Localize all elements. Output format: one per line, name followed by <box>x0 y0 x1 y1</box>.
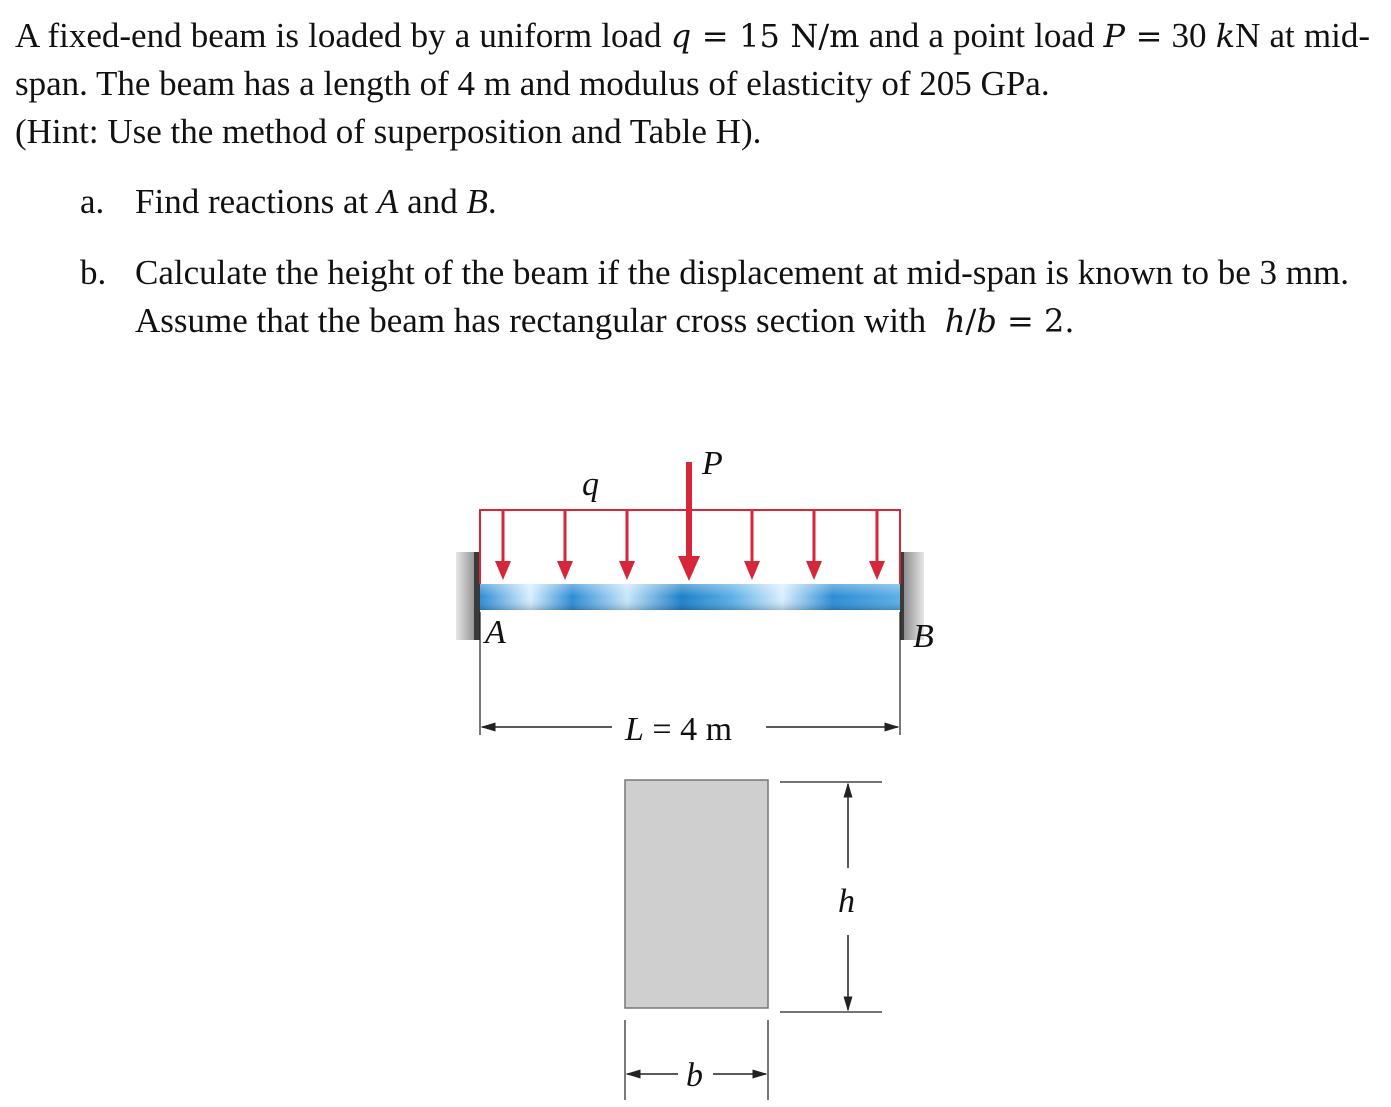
question-a-text-1: Find reactions at <box>135 182 378 221</box>
width-label: b <box>686 1057 703 1094</box>
p-unit-prefix: k <box>1215 17 1236 55</box>
question-a-text-2: and <box>398 182 467 221</box>
q-value: = 15 N/m <box>691 17 860 55</box>
support-a-label: A <box>485 614 506 651</box>
load-arrow <box>495 510 511 580</box>
q-symbol: q <box>670 17 692 55</box>
load-arrow <box>744 510 760 580</box>
height-label: h <box>838 883 855 920</box>
question-a-marker: a. <box>80 182 105 221</box>
beam <box>480 584 900 610</box>
load-arrow <box>806 510 822 580</box>
p-value: 30 <box>1171 16 1216 55</box>
support-a-wall <box>456 552 480 640</box>
ratio-slash: / <box>965 302 977 340</box>
length-label: L = 4 m <box>625 711 733 748</box>
ratio-h: h <box>944 302 966 340</box>
p-unit: N <box>1235 16 1261 55</box>
question-a-support-b: B <box>466 182 488 221</box>
point-load-arrow <box>678 462 700 581</box>
load-arrow <box>869 510 885 580</box>
ratio-value: = 2. <box>996 302 1075 340</box>
question-b-marker: b. <box>80 253 107 292</box>
p-equals: = <box>1125 17 1163 55</box>
load-arrow <box>619 510 635 580</box>
p-symbol: P <box>1103 17 1126 55</box>
intro-text-1: A fixed-end beam is loaded by a uniform load <box>15 16 671 55</box>
problem-hint: (Hint: Use the method of superposition and Table H). <box>15 112 762 151</box>
load-arrow <box>557 510 573 580</box>
intro-text-3: at mid-span. The beam has a length of 4 m and modulus of elasticity of 205 GPa. <box>15 16 1371 103</box>
question-b-text: Calculate the height of the beam if the displacement at mid-span is known to be 3 mm. Assume that the beam has rectangular cross section with <box>135 253 1349 340</box>
height-dimension <box>780 782 882 1012</box>
support-b-label: B <box>913 618 934 655</box>
intro-text-2: and a point load <box>859 16 1104 55</box>
load-p-label: P <box>702 445 723 482</box>
load-q-label: q <box>582 466 599 503</box>
ratio-b: b <box>976 302 997 340</box>
question-a-text-3: . <box>487 182 497 221</box>
cross-section <box>625 780 768 1008</box>
question-a-support-a: A <box>377 182 399 221</box>
